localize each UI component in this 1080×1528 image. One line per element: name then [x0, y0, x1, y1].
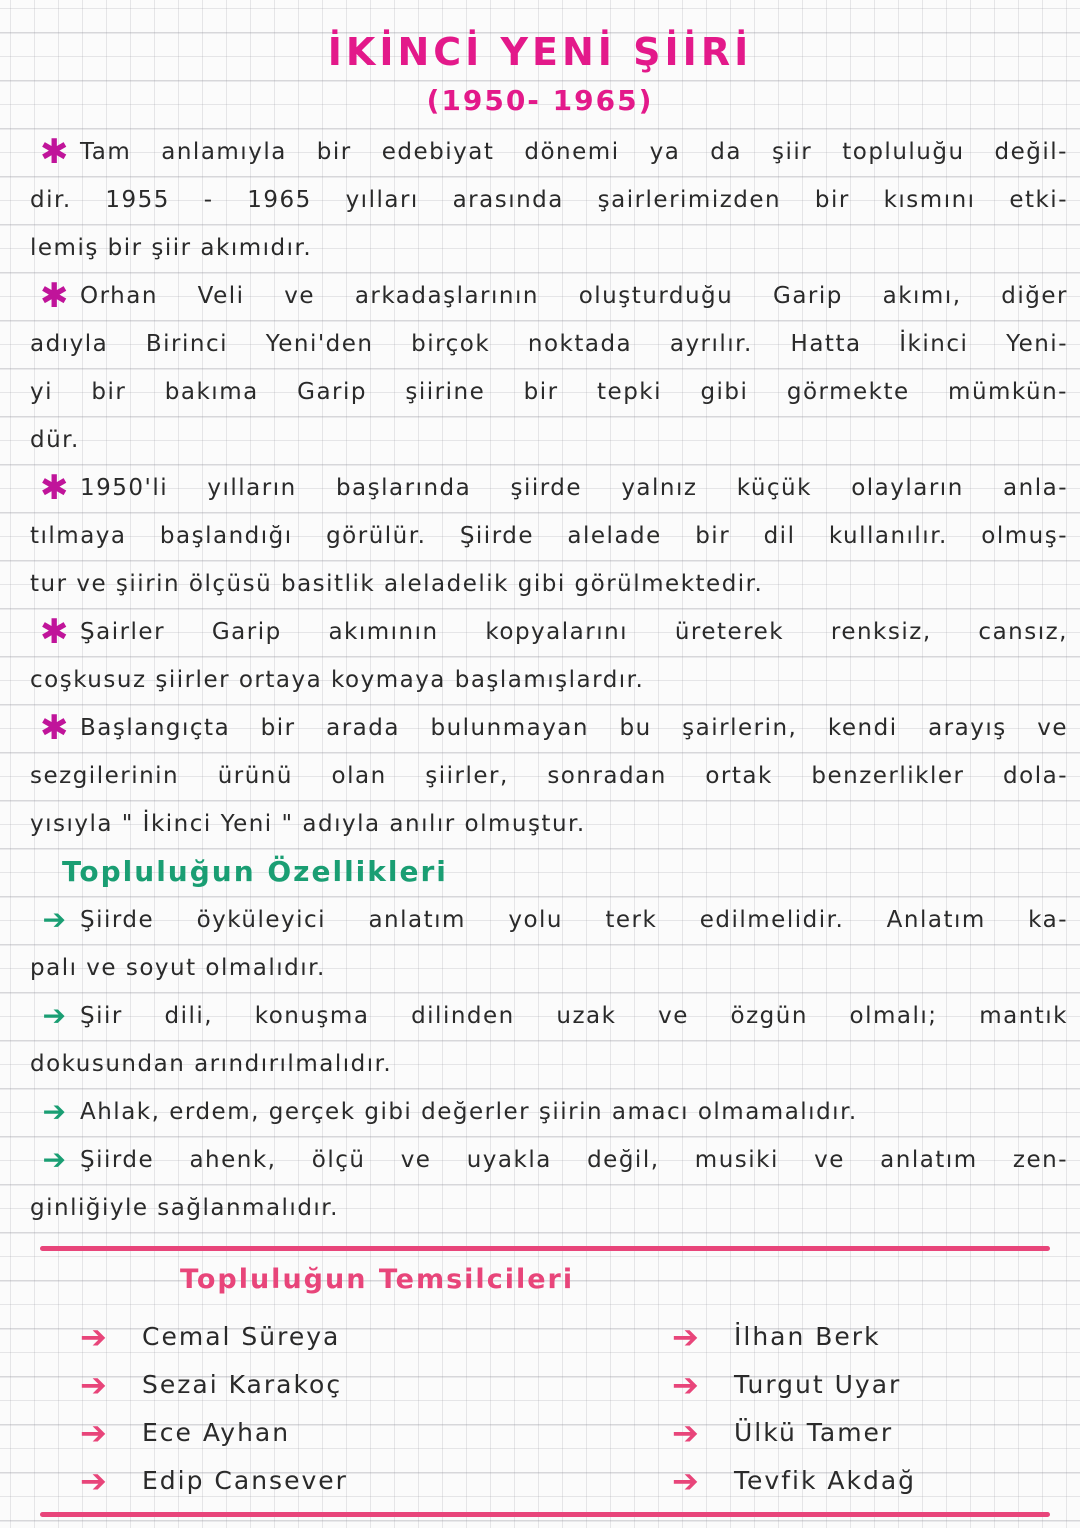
- line-text: Ahlak, erdem, gerçek gibi değerler şiirin amacı olmamalıdır.: [80, 1099, 858, 1125]
- text-line: [30, 464, 1068, 512]
- arrow-icon: ➔: [42, 999, 68, 1032]
- representative-item: [80, 1361, 348, 1409]
- representative-item: [80, 1409, 348, 1457]
- divider: [40, 1246, 1050, 1251]
- line-text: sezgilerinin ürünü olan şiirler, sonradan ortak benzerlikler dola-: [30, 763, 1068, 789]
- representative-name: Ece Ayhan: [142, 1418, 291, 1447]
- line-text: 1950'li yılların başlarında şiirde yalnız küçük olayların anla-: [80, 475, 1068, 501]
- text-line: [30, 752, 1068, 800]
- representative-name: Tevfik Akdağ: [734, 1466, 917, 1495]
- asterisk-bullet-icon: ✱: [40, 612, 70, 652]
- representative-name: Ülkü Tamer: [734, 1418, 894, 1447]
- asterisk-bullet-icon: ✱: [40, 132, 70, 172]
- text-line: [30, 704, 1068, 752]
- representative-item: [672, 1457, 916, 1505]
- line-text: lemiş bir şiir akımıdır.: [30, 235, 313, 261]
- line-text: palı ve soyut olmalıdır.: [30, 955, 326, 981]
- arrow-icon: ➔: [672, 1318, 701, 1356]
- line-text: Şiir dili, konuşma dilinden uzak ve özgün olmalı; mantık: [80, 1003, 1068, 1029]
- page-title: İKİNCİ YENİ ŞİİRİ: [327, 30, 753, 74]
- text-line: [30, 176, 1068, 224]
- text-line: [30, 416, 1068, 464]
- arrow-icon: ➔: [80, 1462, 109, 1500]
- representative-item: [672, 1361, 916, 1409]
- arrow-icon: ➔: [42, 1143, 68, 1176]
- line-text: yi bir bakıma Garip şiirine bir tepki gibi görmekte mümkün-: [30, 379, 1068, 405]
- text-line: [30, 320, 1068, 368]
- text-line: [30, 560, 1068, 608]
- text-line: [30, 224, 1068, 272]
- representatives-left: [80, 1313, 348, 1505]
- representative-item: [80, 1457, 348, 1505]
- line-text: Şiirde ahenk, ölçü ve uyakla değil, musiki ve anlatım zen-: [80, 1147, 1068, 1173]
- page-subtitle: (1950- 1965): [426, 84, 654, 117]
- arrow-icon: ➔: [42, 903, 68, 936]
- text-line: [30, 608, 1068, 656]
- representative-name: Cemal Süreya: [142, 1322, 341, 1351]
- line-text: Şiirde öyküleyici anlatım yolu terk edilmelidir. Anlatım ka-: [80, 907, 1068, 933]
- line-text: Şairler Garip akımının kopyalarını üreterek renksiz, cansız,: [80, 619, 1068, 645]
- arrow-icon: ➔: [80, 1318, 109, 1356]
- representatives-heading: Topluluğun Temsilcileri: [180, 1264, 575, 1295]
- text-line: [30, 1040, 1068, 1088]
- text-line: [30, 272, 1068, 320]
- line-text: coşkusuz şiirler ortaya koymaya başlamışlardır.: [30, 667, 645, 693]
- representative-name: İlhan Berk: [734, 1322, 881, 1351]
- representative-name: Edip Cansever: [142, 1466, 348, 1495]
- arrow-icon: ➔: [672, 1414, 701, 1452]
- line-text: Tam anlamıyla bir edebiyat dönemi ya da şiir topluluğu değil-: [80, 139, 1068, 165]
- line-text: Orhan Veli ve arkadaşlarının oluşturduğu Garip akımı, diğer: [80, 283, 1068, 309]
- line-text: tılmaya başlandığı görülür. Şiirde alelade bir dil kullanılır. olmuş-: [30, 523, 1068, 549]
- line-text: dür.: [30, 427, 80, 453]
- text-line: [30, 1184, 1068, 1232]
- divider: [40, 1512, 1050, 1517]
- text-line: [30, 944, 1068, 992]
- asterisk-bullet-icon: ✱: [40, 468, 70, 508]
- notes-body: [30, 128, 1068, 1232]
- line-text: dir. 1955 - 1965 yılları arasında şairlerimizden bir kısmını etki-: [30, 187, 1068, 213]
- text-line: [30, 1136, 1068, 1184]
- text-line: [30, 512, 1068, 560]
- arrow-icon: ➔: [42, 1095, 68, 1128]
- representative-name: Sezai Karakoç: [142, 1370, 343, 1399]
- text-line: [30, 368, 1068, 416]
- line-text: adıyla Birinci Yeni'den birçok noktada ayrılır. Hatta İkinci Yeni-: [30, 331, 1068, 357]
- arrow-icon: ➔: [80, 1366, 109, 1404]
- line-text: tur ve şiirin ölçüsü basitlik alelade​lik gibi görülmektedir.: [30, 571, 764, 597]
- asterisk-bullet-icon: ✱: [40, 276, 70, 316]
- line-text: yısıyla " İkinci Yeni " adıyla anılır olmuştur.: [30, 811, 586, 837]
- features-heading: Topluluğun Özellikleri: [62, 855, 448, 888]
- asterisk-bullet-icon: ✱: [40, 708, 70, 748]
- text-line: [30, 1088, 1068, 1136]
- line-text: Başlangıçta bir arada bulunmayan bu şairlerin, kendi arayış ve: [80, 715, 1068, 741]
- text-line: [30, 656, 1068, 704]
- text-line: [30, 992, 1068, 1040]
- representative-item: [672, 1313, 916, 1361]
- representatives-right: [672, 1313, 916, 1505]
- representative-item: [80, 1313, 348, 1361]
- line-text: ginliğiyle sağlanmalıdır.: [30, 1195, 339, 1221]
- arrow-icon: ➔: [672, 1366, 701, 1404]
- arrow-icon: ➔: [80, 1414, 109, 1452]
- text-line: [30, 128, 1068, 176]
- arrow-icon: ➔: [672, 1462, 701, 1500]
- line-text: dokusundan arındırılmalıdır.: [30, 1051, 393, 1077]
- representative-name: Turgut Uyar: [734, 1370, 902, 1399]
- text-line: [30, 800, 1068, 848]
- representative-item: [672, 1409, 916, 1457]
- text-line: [30, 896, 1068, 944]
